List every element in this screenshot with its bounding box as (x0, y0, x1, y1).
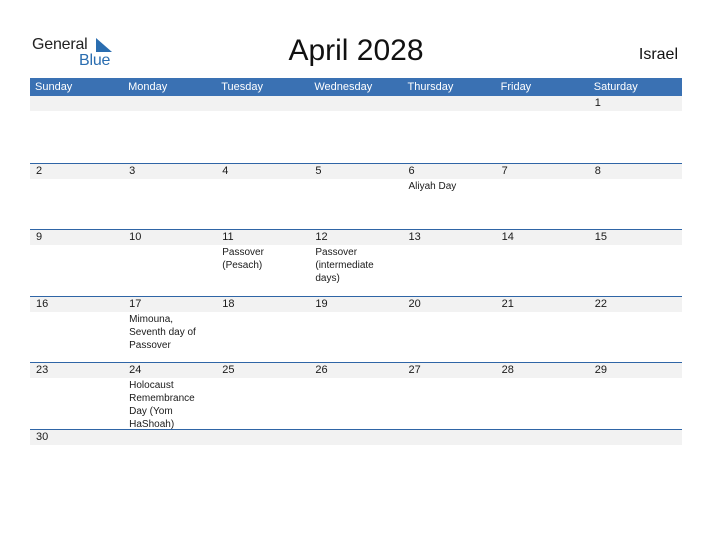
day-number: 17 (129, 297, 142, 310)
holiday-label: Holocaust Remembrance Day (Yom HaShoah) (129, 380, 195, 431)
day-number (36, 96, 123, 111)
calendar-weeks (30, 96, 682, 449)
day-number: 13 (408, 231, 421, 244)
day-number (502, 96, 589, 111)
day-cell (309, 363, 402, 429)
day-cell (216, 297, 309, 363)
day-cell (403, 96, 496, 162)
day-cell (123, 164, 216, 230)
day-number: 7 (501, 164, 508, 177)
holiday-label: Mimouna, Seventh day of Passover (129, 313, 196, 351)
day-cell (589, 297, 682, 363)
day-cell (589, 164, 682, 230)
day-cell (123, 297, 216, 363)
day-number (222, 96, 309, 111)
calendar-week (30, 96, 682, 163)
calendar-grid (30, 78, 682, 449)
country-label: Israel (638, 46, 678, 63)
day-number (315, 96, 402, 111)
week-days (30, 164, 682, 230)
day-number: 8 (594, 164, 601, 177)
day-number: 4 (222, 164, 229, 177)
day-number: 3 (129, 164, 136, 177)
day-number (409, 96, 496, 111)
day-number: 26 (315, 364, 328, 377)
weekday-sunday: Sunday (35, 81, 73, 93)
day-cell (216, 363, 309, 429)
calendar-week (30, 429, 682, 449)
day-number (595, 430, 682, 445)
day-number (222, 430, 309, 445)
day-number: 22 (594, 297, 607, 310)
day-cell (123, 363, 216, 429)
day-number: 18 (222, 297, 235, 310)
day-cell (496, 96, 589, 162)
day-cell (123, 430, 216, 496)
day-cell (496, 430, 589, 496)
day-cell (123, 96, 216, 162)
day-cell (403, 164, 496, 230)
holiday-label: Passover (intermediate days) (315, 247, 374, 285)
day-cell (403, 297, 496, 363)
day-number: 14 (501, 231, 514, 244)
day-number: 29 (594, 364, 607, 377)
calendar-week (30, 163, 682, 230)
day-cell (589, 430, 682, 496)
page-title: April 2028 (288, 34, 424, 67)
week-days (30, 430, 682, 496)
day-cell (403, 430, 496, 496)
day-number: 10 (129, 231, 142, 244)
day-cell (496, 297, 589, 363)
weekday-saturday: Saturday (593, 81, 638, 93)
day-cell (589, 230, 682, 296)
day-number: 11 (222, 231, 234, 244)
logo-word-general: General (32, 36, 88, 53)
day-cell (589, 363, 682, 429)
day-cell (216, 430, 309, 496)
weekday-friday: Friday (500, 81, 532, 93)
week-days (30, 230, 682, 296)
day-cell (496, 164, 589, 230)
day-cell (403, 230, 496, 296)
day-cell (309, 230, 402, 296)
holiday-label: Aliyah Day (408, 180, 457, 192)
day-cell (30, 96, 123, 162)
day-number: 9 (36, 231, 43, 244)
calendar-week (30, 362, 682, 429)
day-cell (496, 230, 589, 296)
day-cell (309, 297, 402, 363)
day-cell (496, 363, 589, 429)
week-days (30, 297, 682, 363)
day-cell (30, 430, 123, 496)
day-cell (309, 164, 402, 230)
week-days (30, 363, 682, 429)
day-cell (589, 96, 682, 162)
logo-word-blue: Blue (79, 52, 111, 69)
day-number: 28 (501, 364, 514, 377)
day-cell (309, 96, 402, 162)
calendar-week (30, 296, 682, 363)
day-number (502, 430, 589, 445)
weekday-monday: Monday (128, 81, 168, 93)
day-number: 21 (501, 297, 514, 310)
weekday-thursday: Thursday (407, 81, 454, 93)
weekday-header (30, 78, 682, 96)
day-cell (309, 430, 402, 496)
day-number: 1 (594, 97, 601, 109)
day-cell (216, 230, 309, 296)
day-number: 30 (36, 430, 49, 443)
day-number (315, 430, 402, 445)
weekday-tuesday: Tuesday (221, 81, 264, 93)
day-number: 6 (408, 164, 415, 177)
day-cell (30, 164, 123, 230)
day-number: 12 (315, 231, 328, 244)
holiday-label: Passover (Pesach) (222, 247, 264, 272)
day-number: 19 (315, 297, 328, 310)
day-number: 16 (36, 297, 49, 310)
day-number: 27 (408, 364, 421, 377)
day-number: 5 (315, 164, 322, 177)
day-cell (216, 96, 309, 162)
day-number: 24 (129, 364, 142, 377)
day-number (409, 430, 496, 445)
day-number (129, 430, 216, 445)
day-cell (216, 164, 309, 230)
day-number: 2 (36, 164, 43, 177)
weekday-wednesday: Wednesday (314, 81, 373, 93)
day-cell (123, 230, 216, 296)
day-cell (30, 363, 123, 429)
day-number: 23 (36, 364, 49, 377)
day-number: 15 (594, 231, 607, 244)
day-cell (30, 297, 123, 363)
day-cell (403, 363, 496, 429)
calendar-week (30, 229, 682, 296)
day-number (129, 96, 216, 111)
day-cell (30, 230, 123, 296)
day-number: 20 (408, 297, 421, 310)
week-days (30, 96, 682, 162)
day-number: 25 (222, 364, 235, 377)
